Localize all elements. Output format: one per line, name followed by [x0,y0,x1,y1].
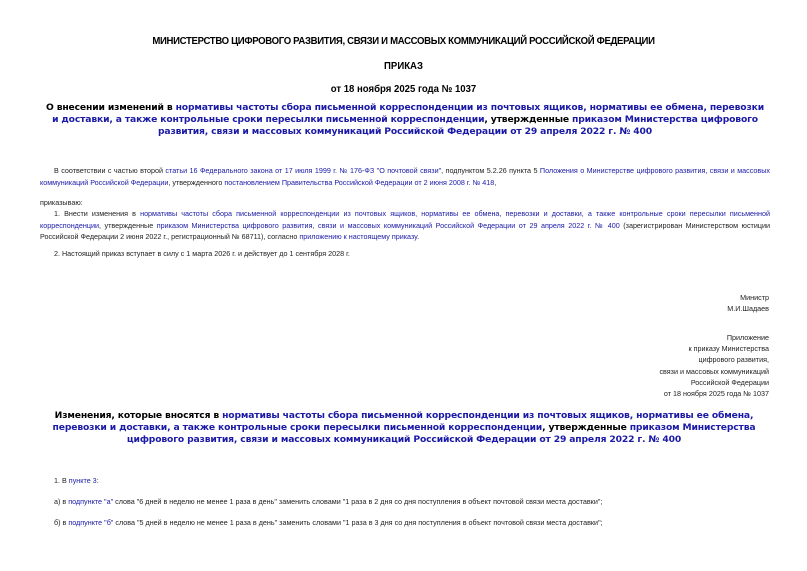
basis-text: , подпунктом 5.2.26 пункта 5 [441,166,540,175]
appendix-line: Российской Федерации [690,377,769,387]
appendix-line: от 18 ноября 2025 года № 1037 [663,389,769,399]
appendix-line: к приказу Министерства [688,344,769,354]
changes-title-prefix: Изменения, которые вносятся в [54,410,223,421]
changes-title-link-normatives[interactable]: нормативы частоты сбора письменной корреспонденции из почтовых ящиков, нормативы ее обмена, перевозки и доставки, а также контрольные сроки пересылки письменной корреспонденции [52,410,754,434]
document-title [44,102,766,139]
title-link-order-400[interactable]: приказом Министерства цифрового развития, связи и массовых коммуникаций Российской Федерации от 29 апреля 2022 г. № 400 [157,114,758,138]
basis-paragraph [40,165,770,188]
link-point-3[interactable]: пункте 3 [68,476,97,485]
link-law-176fz[interactable]: статьи 16 Федерального закона от 17 июля 1999 г. № 176-ФЗ "О почтовой связи" [165,166,442,175]
link-government-decree-418[interactable]: постановлением Правительства Российской Федерации от 2 июня 2008 г. № 418 [224,177,495,187]
changes-title-link-order-400[interactable]: приказом Министерства цифрового развития, связи и массовых коммуникаций Российской Федерации от 29 апреля 2022 г. № 400 [126,422,756,446]
basis-text: , утвержденного [168,177,225,187]
item-2-paragraph: 2. Настоящий приказ вступает в силу с 1 марта 2026 г. и действует до 1 сентября 2028 г. [54,249,350,258]
change-item-1 [54,476,99,485]
link-subpoint-a[interactable]: подпункте "а" [68,497,114,506]
appendix-header [659,332,769,399]
change-item-a [54,497,602,506]
signature-block [727,292,769,314]
appendix-line: связи и массовых коммуникаций [659,366,769,376]
appendix-line: цифрового развития, [698,355,769,365]
basis-text: В соответствии с частью второй [54,166,166,175]
item-1-text: 1. Внести изменения в [54,209,141,218]
change-text: б) в [54,518,69,527]
signer-name: М.И.Шадаев [727,304,769,314]
appendix-line: Приложение [726,333,769,342]
changes-title-middle: , утвержденные [542,422,630,434]
item-1-text: (зарегистрирован Министерством юстиции Российской Федерации 2 июня 2022 г., регистрационный № 68711), согласно [40,220,770,242]
item-1-link-appendix[interactable]: приложению к настоящему приказу [299,232,418,242]
change-text: слова "5 дней в неделю не менее 1 раза в день" заменить словами "1 раза в 3 дня со дня поступления в объект почтовой связи места доставки"; [113,518,603,527]
change-text: 1. В [54,476,69,485]
basis-text: , [494,177,497,187]
document-type: ПРИКАЗ [384,61,423,72]
link-subpoint-b[interactable]: подпункте "б" [68,518,114,527]
change-text: слова "6 дней в неделю не менее 1 раза в день" заменить словами "1 раза в 2 дня со дня поступления в объект почтовой связи места доставки"; [113,497,603,506]
item-1-text: , утвержденные [98,220,157,230]
changes-title [38,410,770,447]
item-1-link-order-400[interactable]: приказом Министерства цифрового развития, связи и массовых коммуникаций Российской Федерации от 29 апреля 2022 г. № 400 [156,220,620,230]
document-date: от 18 ноября 2025 года № 1037 [330,84,477,95]
title-link-normatives[interactable]: нормативы частоты сбора письменной корреспонденции из почтовых ящиков, нормативы ее обмена, перевозки и доставки, а также контрольные сроки пересылки письменной корреспонденции [52,102,765,126]
link-ministry-regulation[interactable]: Положения о Министерстве цифрового развития, связи и массовых коммуникаций Российской Федерации [40,166,770,187]
item-1-text: . [417,232,420,242]
signer-position: Министр [740,293,769,302]
change-item-b [54,518,603,527]
title-prefix: О внесении изменений в [45,102,176,113]
ministry-header: МИНИСТЕРСТВО ЦИФРОВОГО РАЗВИТИЯ, СВЯЗИ И МАССОВЫХ КОММУНИКАЦИЙ РОССИЙСКОЙ ФЕДЕРАЦИИ [152,36,655,47]
item-1-link-normatives[interactable]: нормативы частоты сбора письменной корреспонденции из почтовых ящиков, нормативы ее обмена, перевозки и доставки, а также контрольные сроки пересылки письменной корреспонденции [40,209,770,230]
item-1-paragraph [40,208,770,243]
change-text: : [96,476,99,485]
change-text: а) в [54,497,69,506]
title-middle: , утвержденные [484,114,572,126]
order-word: приказываю: [40,198,83,207]
